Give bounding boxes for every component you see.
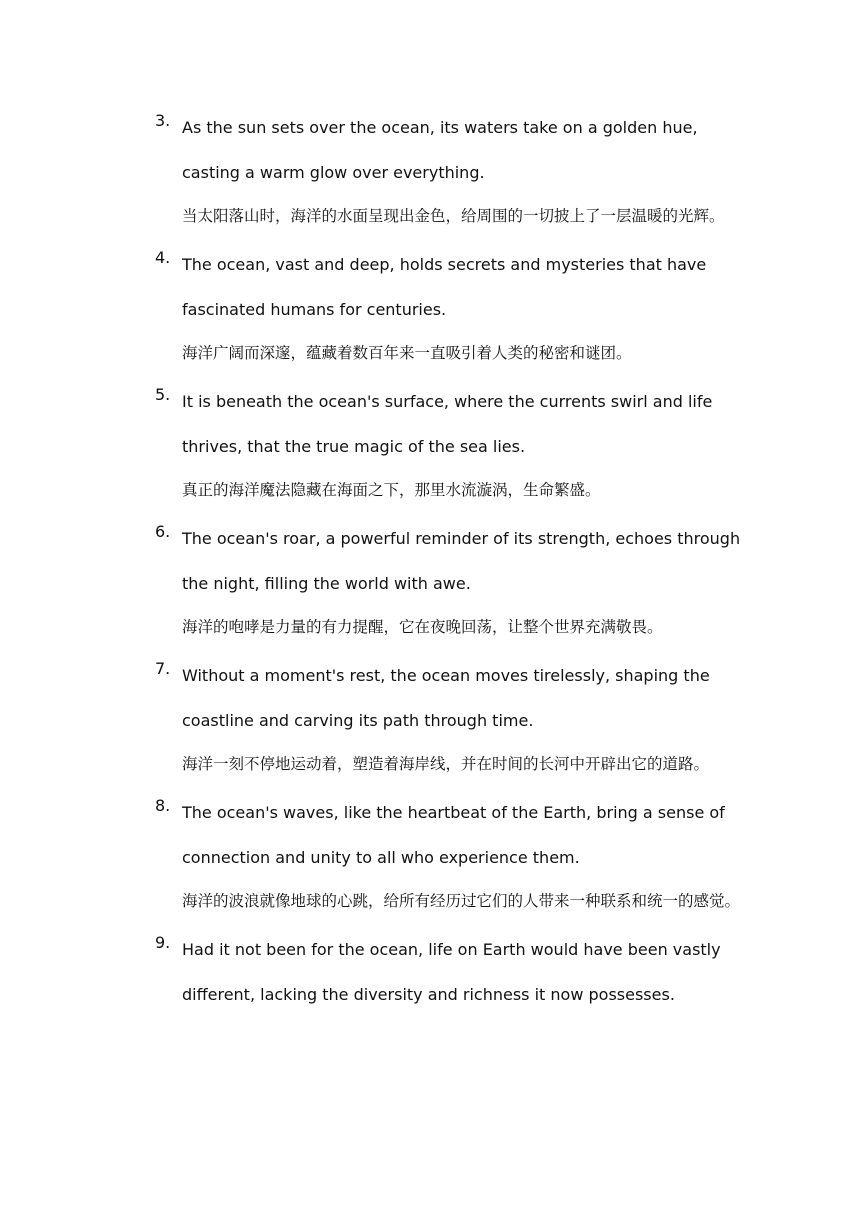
item-number: 9. [155,933,171,952]
list-item [0,927,760,1017]
chinese-translation: 真正的海洋魔法隐藏在海面之下，那里水流漩涡，生命繁盛。 [182,481,601,499]
english-sentence: The ocean's roar, a powerful reminder of its strength, echoes through the night, filling the world with awe. [182,529,741,593]
list-item [0,516,760,650]
english-sentence: Without a moment's rest, the ocean moves tirelessly, shaping the coastline and carving its path through time. [182,666,710,730]
item-number: 6. [155,522,171,541]
chinese-translation: 当太阳落山时，海洋的水面呈现出金色，给周围的一切披上了一层温暖的光辉。 [182,207,725,225]
list-item [0,105,760,239]
english-sentence: The ocean, vast and deep, holds secrets and mysteries that have fascinated humans for centuries. [182,255,707,319]
item-number: 8. [155,796,171,815]
list-item [0,653,760,787]
list-item [0,790,760,924]
english-sentence: It is beneath the ocean's surface, where the currents swirl and life thrives, that the true magic of the sea lies. [182,392,713,456]
item-number: 5. [155,385,171,404]
chinese-translation: 海洋的波浪就像地球的心跳，给所有经历过它们的人带来一种联系和统一的感觉。 [182,892,741,910]
list-item [0,379,760,513]
list-item [0,242,760,376]
chinese-translation: 海洋的咆哮是力量的有力提醒，它在夜晚回荡，让整个世界充满敬畏。 [182,618,663,636]
english-sentence: Had it not been for the ocean, life on Earth would have been vastly different, lacking the diversity and richness it now possesses. [182,940,721,1004]
chinese-translation: 海洋一刻不停地运动着，塑造着海岸线，并在时间的长河中开辟出它的道路。 [182,755,710,773]
chinese-translation: 海洋广阔而深邃，蕴藏着数百年来一直吸引着人类的秘密和谜团。 [182,344,632,362]
item-number: 4. [155,248,171,267]
item-number: 3. [155,111,171,130]
english-sentence: The ocean's waves, like the heartbeat of the Earth, bring a sense of connection and unity to all who experience them. [182,803,725,867]
english-sentence: As the sun sets over the ocean, its waters take on a golden hue, casting a warm glow over everything. [182,118,698,182]
item-number: 7. [155,659,171,678]
